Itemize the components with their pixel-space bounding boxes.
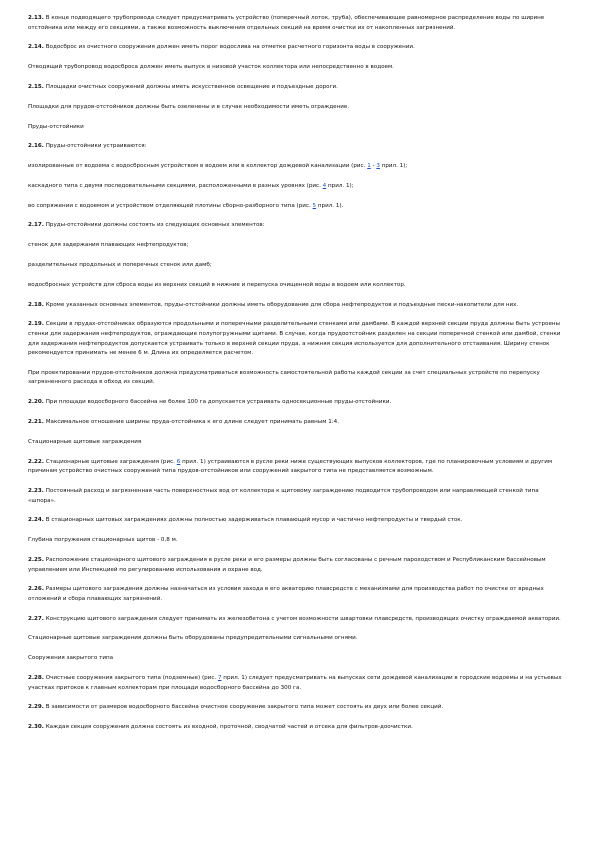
paragraph-text: При площади водосборного бассейна не более 100 га допускается устраивать односекционные пруды-отстойники. xyxy=(43,399,392,406)
paragraph-2-21 xyxy=(28,418,568,428)
paragraph-2-13 xyxy=(28,14,568,33)
paragraph-text: стенок для задержания плавающих нефтепродуктов; xyxy=(28,242,189,249)
clause-number: 2.23. xyxy=(28,487,44,494)
paragraph-2-15 xyxy=(28,83,568,93)
clause-number: 2.26. xyxy=(28,586,44,593)
clause-number: 2.30. xyxy=(28,724,44,731)
paragraph-2-19-design xyxy=(28,369,568,388)
paragraph-2-15-sites xyxy=(28,103,568,113)
clause-number: 2.17. xyxy=(28,222,44,229)
paragraph-text: Постоянный расход и загрязненная часть поверхностных вод от коллектора к щитовому заграждению подводится трубопроводом или направляющей стенкой типа «шпора». xyxy=(28,487,539,504)
figure-link-5[interactable]: 5 xyxy=(312,202,317,209)
paragraph-text: В зависимости от размеров водосборного бассейна очистное сооружение закрытого типа может состоять из двух или более секций. xyxy=(43,704,444,711)
paragraph-text: разделительных продольных и поперечных стенок или дамб; xyxy=(28,261,212,268)
section-heading-barriers xyxy=(28,438,568,448)
paragraph-text: Очистные сооружения закрытого типа (подземные) (рис. xyxy=(43,675,218,681)
paragraph-text: В стационарных щитовых заграждениях должны полностью задерживаться плавающий мусор и частично нефтепродукты и твердый сток. xyxy=(43,517,463,524)
paragraph-text: Стационарные щитовые заграждения должны быть оборудованы предупредительными сигнальными огнями. xyxy=(28,635,358,642)
paragraph-2-18 xyxy=(28,301,568,311)
figure-link-3[interactable]: 3 xyxy=(376,163,380,170)
clause-number: 2.29. xyxy=(28,704,44,711)
paragraph-text: В конце подводящего трубопровода следует предусматривать устройство (поперечный лоток, труба), обеспечивающее равномерное распределение воды по ширине отстойника или между его секциями, а также возможность выключения отдельных секций на время очистки их от накопленных загрязнений. xyxy=(28,15,545,31)
paragraph-text: Отводящий трубопровод водосброса должен иметь выпуск в низовой участок коллектора или непосредственно в водоем. xyxy=(28,64,394,71)
paragraph-2-14 xyxy=(28,43,568,53)
paragraph-tail: прил. 1) устраиваются в русле реки ниже существующих выпусков коллекторов, где по планировочным условиям и другим причинам устройство очистных сооружений типа прудов-отстойников или сооружений закрытого типа не представляется возможным. xyxy=(28,458,553,475)
section-heading: Пруды-отстойники xyxy=(28,123,84,130)
paragraph-text: Площадки очистных сооружений должны иметь искусственное освещение и подъездные дороги. xyxy=(43,83,338,90)
clause-number: 2.18. xyxy=(28,301,44,308)
clause-number: 2.25. xyxy=(28,556,44,563)
paragraph-text: Конструкцию щитового заграждения следует принимать из железобетона с учетом возможности швартовки плавсредств, производящих очистку ограждаемой акватории. xyxy=(43,615,561,622)
paragraph-tail: прил. 1). xyxy=(316,202,344,209)
range-dash: - xyxy=(370,163,377,170)
figure-link-4[interactable]: 4 xyxy=(322,182,327,189)
paragraph-2-28 xyxy=(28,674,568,693)
clause-number: 2.21. xyxy=(28,419,44,426)
paragraph-2-27 xyxy=(28,615,568,625)
paragraph-2-14-outlet xyxy=(28,63,568,73)
paragraph-2-17-outlets xyxy=(28,281,568,291)
paragraph-text: Размеры щитового заграждения должны назначаться из условия захода в его акваторию плавсредств с механизмами для производства работ по очистке от вредных отложений и сбора плавающих загрязнений. xyxy=(28,586,544,602)
clause-number: 2.14. xyxy=(28,44,44,51)
clause-number: 2.16. xyxy=(28,143,44,150)
clause-number: 2.27. xyxy=(28,615,44,622)
clause-number: 2.13. xyxy=(28,15,44,21)
section-heading-ponds xyxy=(28,123,568,133)
paragraph-2-26 xyxy=(28,585,568,604)
document-page xyxy=(28,14,568,743)
clause-number: 2.22. xyxy=(28,458,44,465)
paragraph-2-16-isolated xyxy=(28,162,568,172)
figure-link-1[interactable]: 1 xyxy=(367,163,371,170)
paragraph-text: При проектировании прудов-отстойников должна предусматриваться возможность самостоятельной работы каждой секции за счет специальных устройств по перепуску загрязненного расхода в обход из секций. xyxy=(28,369,540,386)
paragraph-text: водосбросных устройств для сброса воды из верхних секций в нижние и перепуска очищенной воды в водоем или коллектор. xyxy=(28,281,406,288)
paragraph-text: каскадного типа с двумя последовательными секциями, расположенными в разных уровнях (рис. xyxy=(28,182,323,189)
clause-number: 2.24. xyxy=(28,517,44,524)
clause-number: 2.15. xyxy=(28,83,44,90)
paragraph-2-27-lights xyxy=(28,634,568,644)
paragraph-2-19 xyxy=(28,320,568,358)
paragraph-text: Максимальное отношение ширины пруда-отстойника к его длине следует принимать равным 1:4. xyxy=(43,419,339,426)
paragraph-2-16-cascade xyxy=(28,182,568,192)
paragraph-text: изолированные от водоема с водосбросным устройством в водоем или в коллектор дождевой канализации (рис. xyxy=(28,163,368,170)
figure-link-7[interactable]: 7 xyxy=(217,675,222,681)
paragraph-text: Пруды-отстойники должны состоять из следующих основных элементов: xyxy=(43,222,265,229)
paragraph-2-24-depth xyxy=(28,536,568,546)
paragraph-text: Расположение стационарного щитового заграждения в русле реки и его размеры должны быть согласованы с речным пароходством и Республиканским бассейновым управлением или Инспекцией по регулированию использования и охране вод. xyxy=(28,556,546,573)
paragraph-2-22 xyxy=(28,458,568,477)
paragraph-text: Стационарные щитовые заграждения (рис. xyxy=(43,458,177,465)
paragraph-2-30 xyxy=(28,723,568,733)
paragraph-2-29 xyxy=(28,703,568,713)
paragraph-2-24 xyxy=(28,516,568,526)
clause-number: 2.19. xyxy=(28,321,44,328)
paragraph-text: во сопряжении с водоемом и устройством отделяющей плотины сборно-разборного типа (рис. xyxy=(28,202,313,209)
paragraph-text: Водосброс из очистного сооружения должен иметь порог водослива на отметке расчетного горизонта воды в сооружении. xyxy=(43,44,415,51)
clause-number: 2.20. xyxy=(28,399,44,406)
paragraph-2-16 xyxy=(28,142,568,152)
paragraph-text: Кроме указанных основных элементов, пруды-отстойники должны иметь оборудование для сбора нефтепродуктов и подъездные пески-накопители для них. xyxy=(43,301,519,308)
paragraph-2-17-walls xyxy=(28,241,568,251)
clause-number: 2.28. xyxy=(28,675,44,681)
section-heading: Стационарные щитовые заграждения xyxy=(28,438,142,445)
paragraph-2-17-dividers xyxy=(28,261,568,271)
paragraph-2-25 xyxy=(28,556,568,575)
paragraph-tail: прил. 1); xyxy=(379,163,408,170)
paragraph-2-23 xyxy=(28,487,568,506)
paragraph-text: Секции в прудах-отстойниках образуются продольными и поперечными разделительными стенками или дамбами. В каждой верхней секции пруда должны быть устроены стенки для задержания нефтепродуктов, ограждающие полупогружными щитами. В случае, когда прудоотстойник разделен на секции поперечной стенкой или дамбой, стенки для задержания нефтепродуктов допускается устраивать только в верхней секции пруда, а нижняя секция используется для дополнительного отстаивания. Ширину стенок рекомендуется принимать не менее 6 м. Длина их определяется расчетом. xyxy=(28,321,561,357)
paragraph-tail: прил. 1) следует предусматривать на выпусках сети дождевой канализации в городские водоемы и на устьевых участках притоков к главным коллекторам при площади водосборного бассейна до 300 га. xyxy=(28,675,562,691)
paragraph-tail: прил. 1); xyxy=(326,182,354,189)
paragraph-text: Каждая секция сооружения должна состоять из входной, проточной, сводчатой частей и отсека для фильтров-доочистки. xyxy=(43,724,413,731)
section-heading-closed xyxy=(28,654,568,664)
paragraph-text: Глубина погружения стационарных щитов - 0,8 м. xyxy=(28,537,178,544)
section-heading: Сооружения закрытого типа xyxy=(28,655,114,662)
paragraph-2-20 xyxy=(28,398,568,408)
paragraph-text: Пруды-отстойники устраиваются: xyxy=(43,143,147,150)
paragraph-text: Площадки для прудов-отстойников должны быть озеленены и в случае необходимости иметь ограждение. xyxy=(28,103,350,110)
figure-link-6[interactable]: 6 xyxy=(176,458,181,465)
paragraph-2-16-dam xyxy=(28,202,568,212)
paragraph-2-17 xyxy=(28,221,568,231)
